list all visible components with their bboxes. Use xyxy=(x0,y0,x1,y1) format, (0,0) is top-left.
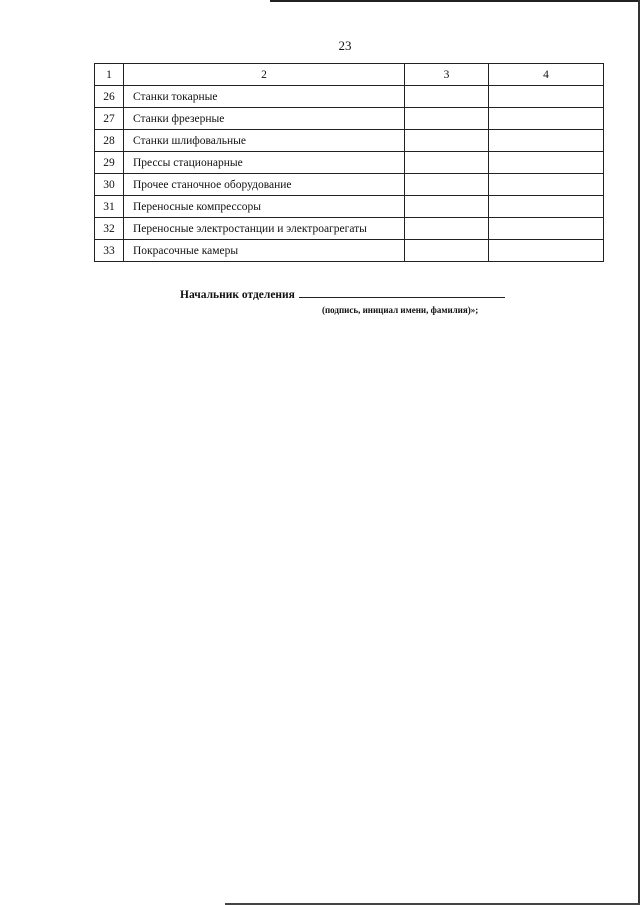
row-col3 xyxy=(405,240,489,262)
row-name: Станки токарные xyxy=(124,86,405,108)
table-row xyxy=(95,196,604,218)
row-col3 xyxy=(405,108,489,130)
row-name: Станки фрезерные xyxy=(124,108,405,130)
table-row xyxy=(95,152,604,174)
table-header-cell: 4 xyxy=(489,64,604,86)
table-row xyxy=(95,86,604,108)
row-col4 xyxy=(489,130,604,152)
table-row xyxy=(95,174,604,196)
row-number: 26 xyxy=(95,86,124,108)
row-col4 xyxy=(489,174,604,196)
row-number: 31 xyxy=(95,196,124,218)
row-name: Прочее станочное оборудование xyxy=(124,174,405,196)
table-header-cell: 2 xyxy=(124,64,405,86)
row-name: Покрасочные камеры xyxy=(124,240,405,262)
signature-line xyxy=(299,285,505,298)
row-col3 xyxy=(405,174,489,196)
scan-edge-top xyxy=(270,0,640,2)
row-col3 xyxy=(405,218,489,240)
row-name: Станки шлифовальные xyxy=(124,130,405,152)
row-col4 xyxy=(489,86,604,108)
row-col4 xyxy=(489,240,604,262)
row-col3 xyxy=(405,130,489,152)
table-row xyxy=(95,218,604,240)
table-header-row xyxy=(95,64,604,86)
row-col4 xyxy=(489,108,604,130)
table-header-cell: 1 xyxy=(95,64,124,86)
row-col3 xyxy=(405,86,489,108)
row-number: 28 xyxy=(95,130,124,152)
row-col3 xyxy=(405,196,489,218)
row-number: 29 xyxy=(95,152,124,174)
row-number: 27 xyxy=(95,108,124,130)
table-row xyxy=(95,108,604,130)
row-number: 32 xyxy=(95,218,124,240)
row-name: Переносные электростанции и электроагрегаты xyxy=(124,218,405,240)
row-number: 33 xyxy=(95,240,124,262)
signature-label: Начальник отделения xyxy=(180,289,295,301)
equipment-table xyxy=(94,63,604,262)
row-name: Переносные компрессоры xyxy=(124,196,405,218)
signature-block xyxy=(180,285,505,301)
row-col3 xyxy=(405,152,489,174)
row-name: Прессы стационарные xyxy=(124,152,405,174)
signature-caption: (подпись, инициал имени, фамилия)»; xyxy=(322,305,479,315)
row-col4 xyxy=(489,152,604,174)
table-row xyxy=(95,240,604,262)
table-header-cell: 3 xyxy=(405,64,489,86)
table-row xyxy=(95,130,604,152)
row-col4 xyxy=(489,196,604,218)
row-number: 30 xyxy=(95,174,124,196)
row-col4 xyxy=(489,218,604,240)
page-number: 23 xyxy=(338,38,352,53)
